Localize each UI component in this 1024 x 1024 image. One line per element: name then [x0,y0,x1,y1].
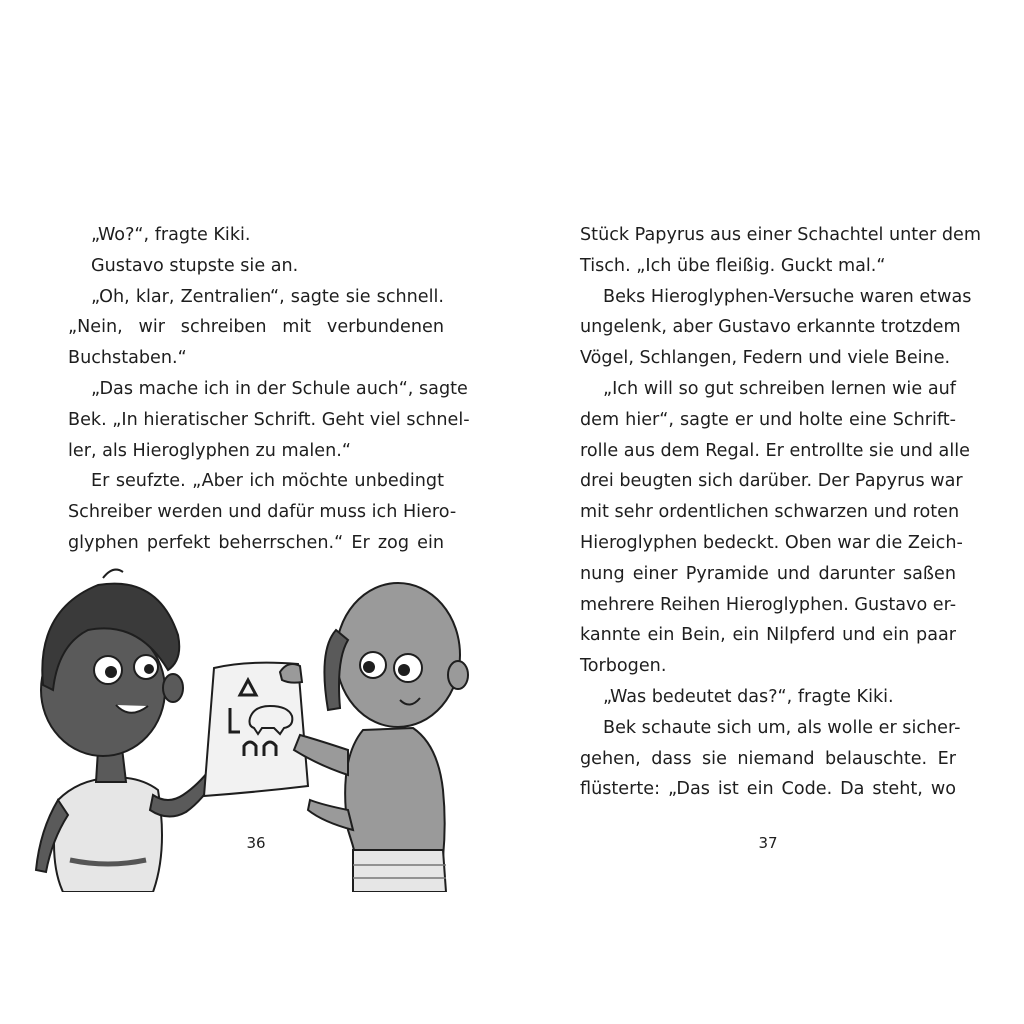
left-page-line-2: Gustavo stupste sie an. [91,255,299,276]
right-page-line-12: nung einer Pyramide und darunter saßen [580,563,956,584]
right-page-line-11: Hieroglyphen bedeckt. Oben war die Zeich- [580,532,963,553]
right-page-line-2: Tisch. „Ich übe fleißig. Guckt mal.“ [580,255,886,276]
right-page-line-13: mehrere Reihen Hieroglyphen. Gustavo er- [580,594,957,615]
right-page-line-17: Bek schaute sich um, als wolle er sicher- [603,717,961,738]
right-page-line-18: gehen, dass sie niemand belauschte. Er [580,748,956,769]
left-page-line-4: „Nein, wir schreiben mit verbundenen [68,317,444,338]
right-page-line-5: Vögel, Schlangen, Federn und viele Beine. [580,348,951,369]
page-number-left: 36 [246,834,266,852]
left-page-line-10: Schreiber werden und dafür muss ich Hiero- [68,502,457,523]
right-page-line-14: kannte ein Bein, ein Nilpferd und ein paar [580,625,956,646]
right-page-line-8: rolle aus dem Regal. Er entrollte sie und alle [580,440,970,461]
right-page-line-9: drei beugten sich darüber. Der Papyrus war [580,471,963,492]
left-page-line-5: Buchstaben.“ [68,348,187,369]
left-page-line-9: Er seufzte. „Aber ich möchte unbedingt [91,471,444,492]
right-page-line-1: Stück Papyrus aus einer Schachtel unter dem [580,225,981,245]
right-page-line-16: „Was bedeutet das?“, fragte Kiki. [603,686,894,707]
right-page-line-10: mit sehr ordentlichen schwarzen und roten [580,502,960,523]
left-page-line-6: „Das mache ich in der Schule auch“, sagte [91,378,468,399]
right-page-line-7: dem hier“, sagte er und holte eine Schrift- [580,409,956,430]
right-page-line-19: flüsterte: „Das ist ein Code. Da steht, wo [580,779,956,800]
left-page-text [68,220,470,559]
left-page-line-11: glyphen perfekt beherrschen.“ Er zog ein [68,532,444,553]
left-page-line-8: ler, als Hieroglyphen zu malen.“ [68,440,351,461]
right-boy-figure [280,583,468,892]
right-page-line-15: Torbogen. [580,656,667,677]
right-page-line-6: „Ich will so gut schreiben lernen wie auf [603,378,956,399]
left-page-line-1: „Wo?“, fragte Kiki. [91,225,251,245]
left-page-line-3: „Oh, klar, Zentralien“, sagte sie schnell. [91,286,444,307]
page-number-right: 37 [758,834,778,852]
right-page-line-4: ungelenk, aber Gustavo erkannte trotzdem [580,317,961,338]
left-boy-figure [36,570,218,892]
right-page-line-3: Beks Hieroglyphen-Versuche waren etwas [603,286,972,307]
left-page-line-7: Bek. „In hieratischer Schrift. Geht viel schnel- [68,409,470,430]
right-page-text [580,220,981,805]
